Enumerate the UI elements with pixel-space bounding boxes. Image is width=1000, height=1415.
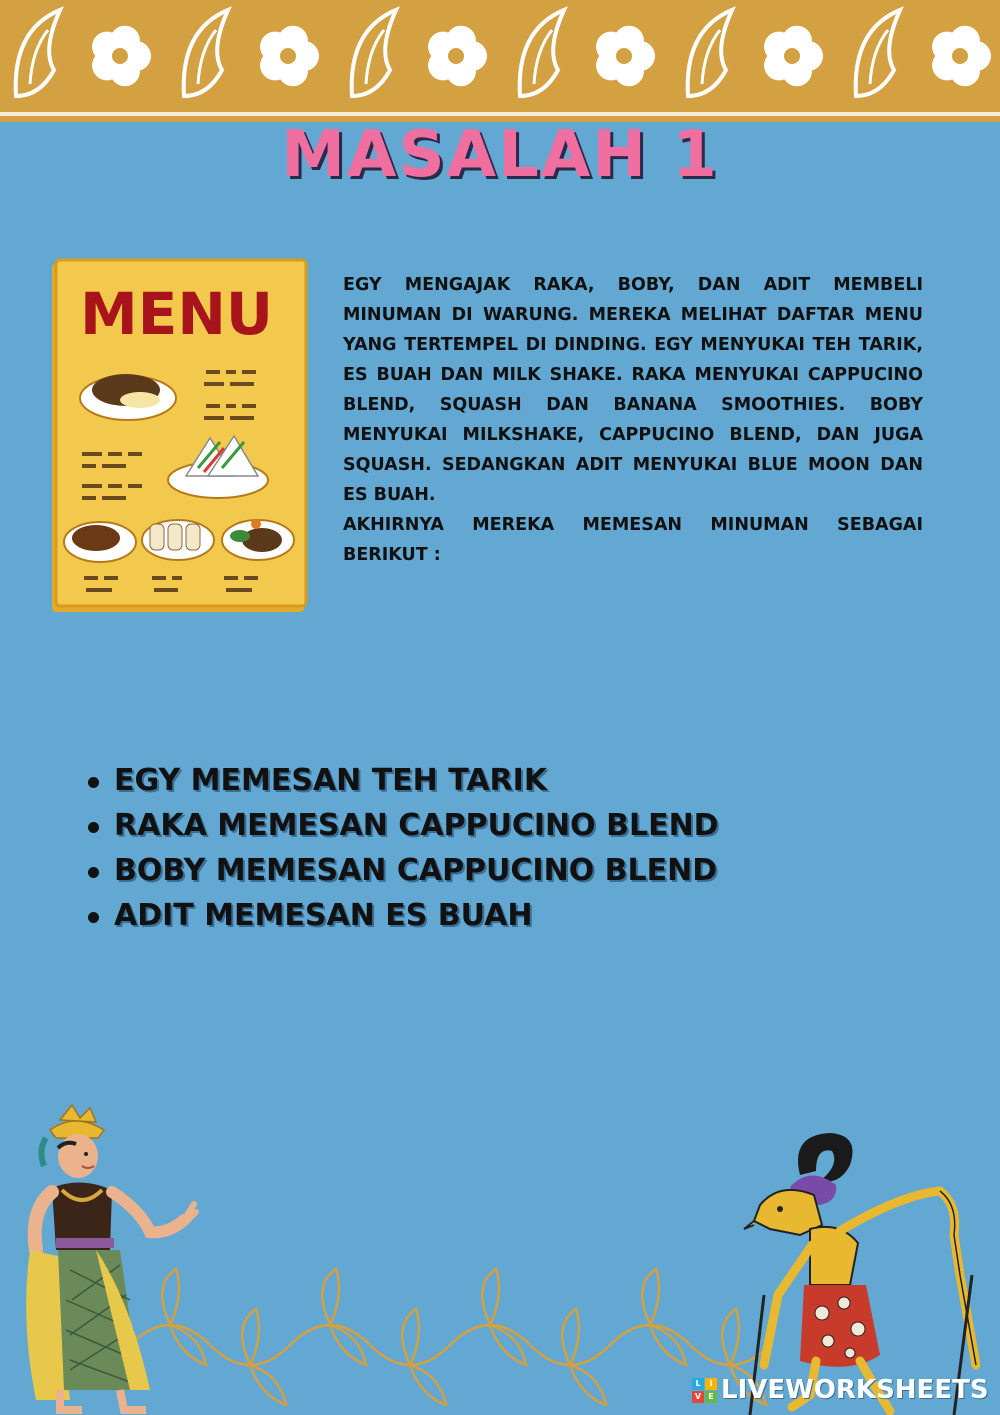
vine-leaf-icon <box>562 1309 579 1365</box>
order-item <box>88 893 719 938</box>
batik-flower-icon <box>428 26 487 86</box>
order-item <box>88 848 719 893</box>
batik-flower-icon <box>764 26 823 86</box>
vine-leaf-icon <box>242 1309 259 1365</box>
watermark-text: LIVEWORKSHEETS <box>721 1375 989 1405</box>
batik-leaf-icon <box>856 10 900 96</box>
order-text: BOBY MEMESAN CAPPUCINO BLEND <box>114 853 718 888</box>
badge-letter: L <box>692 1378 704 1390</box>
badge-letter: V <box>692 1391 704 1403</box>
story-paragraph-2: AKHIRNYA MEREKA MEMESAN MINUMAN SEBAGAI BERIKUT : <box>343 515 923 565</box>
vine-leaf-icon <box>402 1309 419 1365</box>
bullet-icon <box>88 777 99 788</box>
batik-flower-icon <box>260 26 319 86</box>
badge-letter: E <box>705 1391 717 1403</box>
orders-list <box>88 758 719 938</box>
bullet-icon <box>88 822 99 833</box>
batik-flower-icon <box>932 26 991 86</box>
order-item <box>88 758 719 803</box>
live-badge-icon <box>692 1378 717 1403</box>
batik-leaf-icon <box>352 10 396 96</box>
bullet-icon <box>88 912 99 923</box>
menu-label: MENU <box>80 280 273 348</box>
vine-leaf-icon <box>722 1309 739 1365</box>
vine-ornament-icon <box>130 1265 770 1415</box>
order-text: EGY MEMESAN TEH TARIK <box>114 763 548 798</box>
story-paragraph-1: EGY MENGAJAK RAKA, BOBY, DAN ADIT MEMBELI MINUMAN DI WARUNG. MEREKA MELIHAT DAFTAR MENU YANG TERTEMPEL DI DINDING. EGY MENYUKAI TEH TARIK, ES BUAH DAN MILK SHAKE. RAKA MENYUKAI CAPPUCINO BLEND, SQUASH DAN BANANA SMOOTHIES. BOBY MENYUKAI MILKSHAKE, CAPPUCINO BLEND, DAN JUGA SQUASH. SEDANGKAN ADIT MENYUKAI BLUE MOON DAN ES BUAH. <box>343 275 923 505</box>
story-text <box>343 270 923 570</box>
batik-flower-icon <box>596 26 655 86</box>
bullet-icon <box>88 867 99 878</box>
order-text: RAKA MEMESAN CAPPUCINO BLEND <box>114 808 719 843</box>
batik-leaf-icon <box>688 10 732 96</box>
menu-board-illustration <box>48 258 312 618</box>
batik-leaf-icon <box>520 10 564 96</box>
order-text: ADIT MEMESAN ES BUAH <box>114 898 533 933</box>
batik-flower-icon <box>92 26 151 86</box>
order-item <box>88 803 719 848</box>
javanese-dancer-illustration <box>0 1100 210 1415</box>
batik-leaf-icon <box>184 10 228 96</box>
vine-leaf-icon <box>322 1269 339 1325</box>
batik-border <box>0 0 1000 122</box>
batik-border-icon <box>0 0 1000 112</box>
batik-leaf-icon <box>16 10 60 96</box>
badge-letter: I <box>705 1378 717 1390</box>
page-title: MASALAH 1 <box>281 118 719 192</box>
vine-leaf-icon <box>482 1269 499 1325</box>
liveworksheets-watermark <box>692 1372 989 1408</box>
vine-leaf-icon <box>642 1269 659 1325</box>
